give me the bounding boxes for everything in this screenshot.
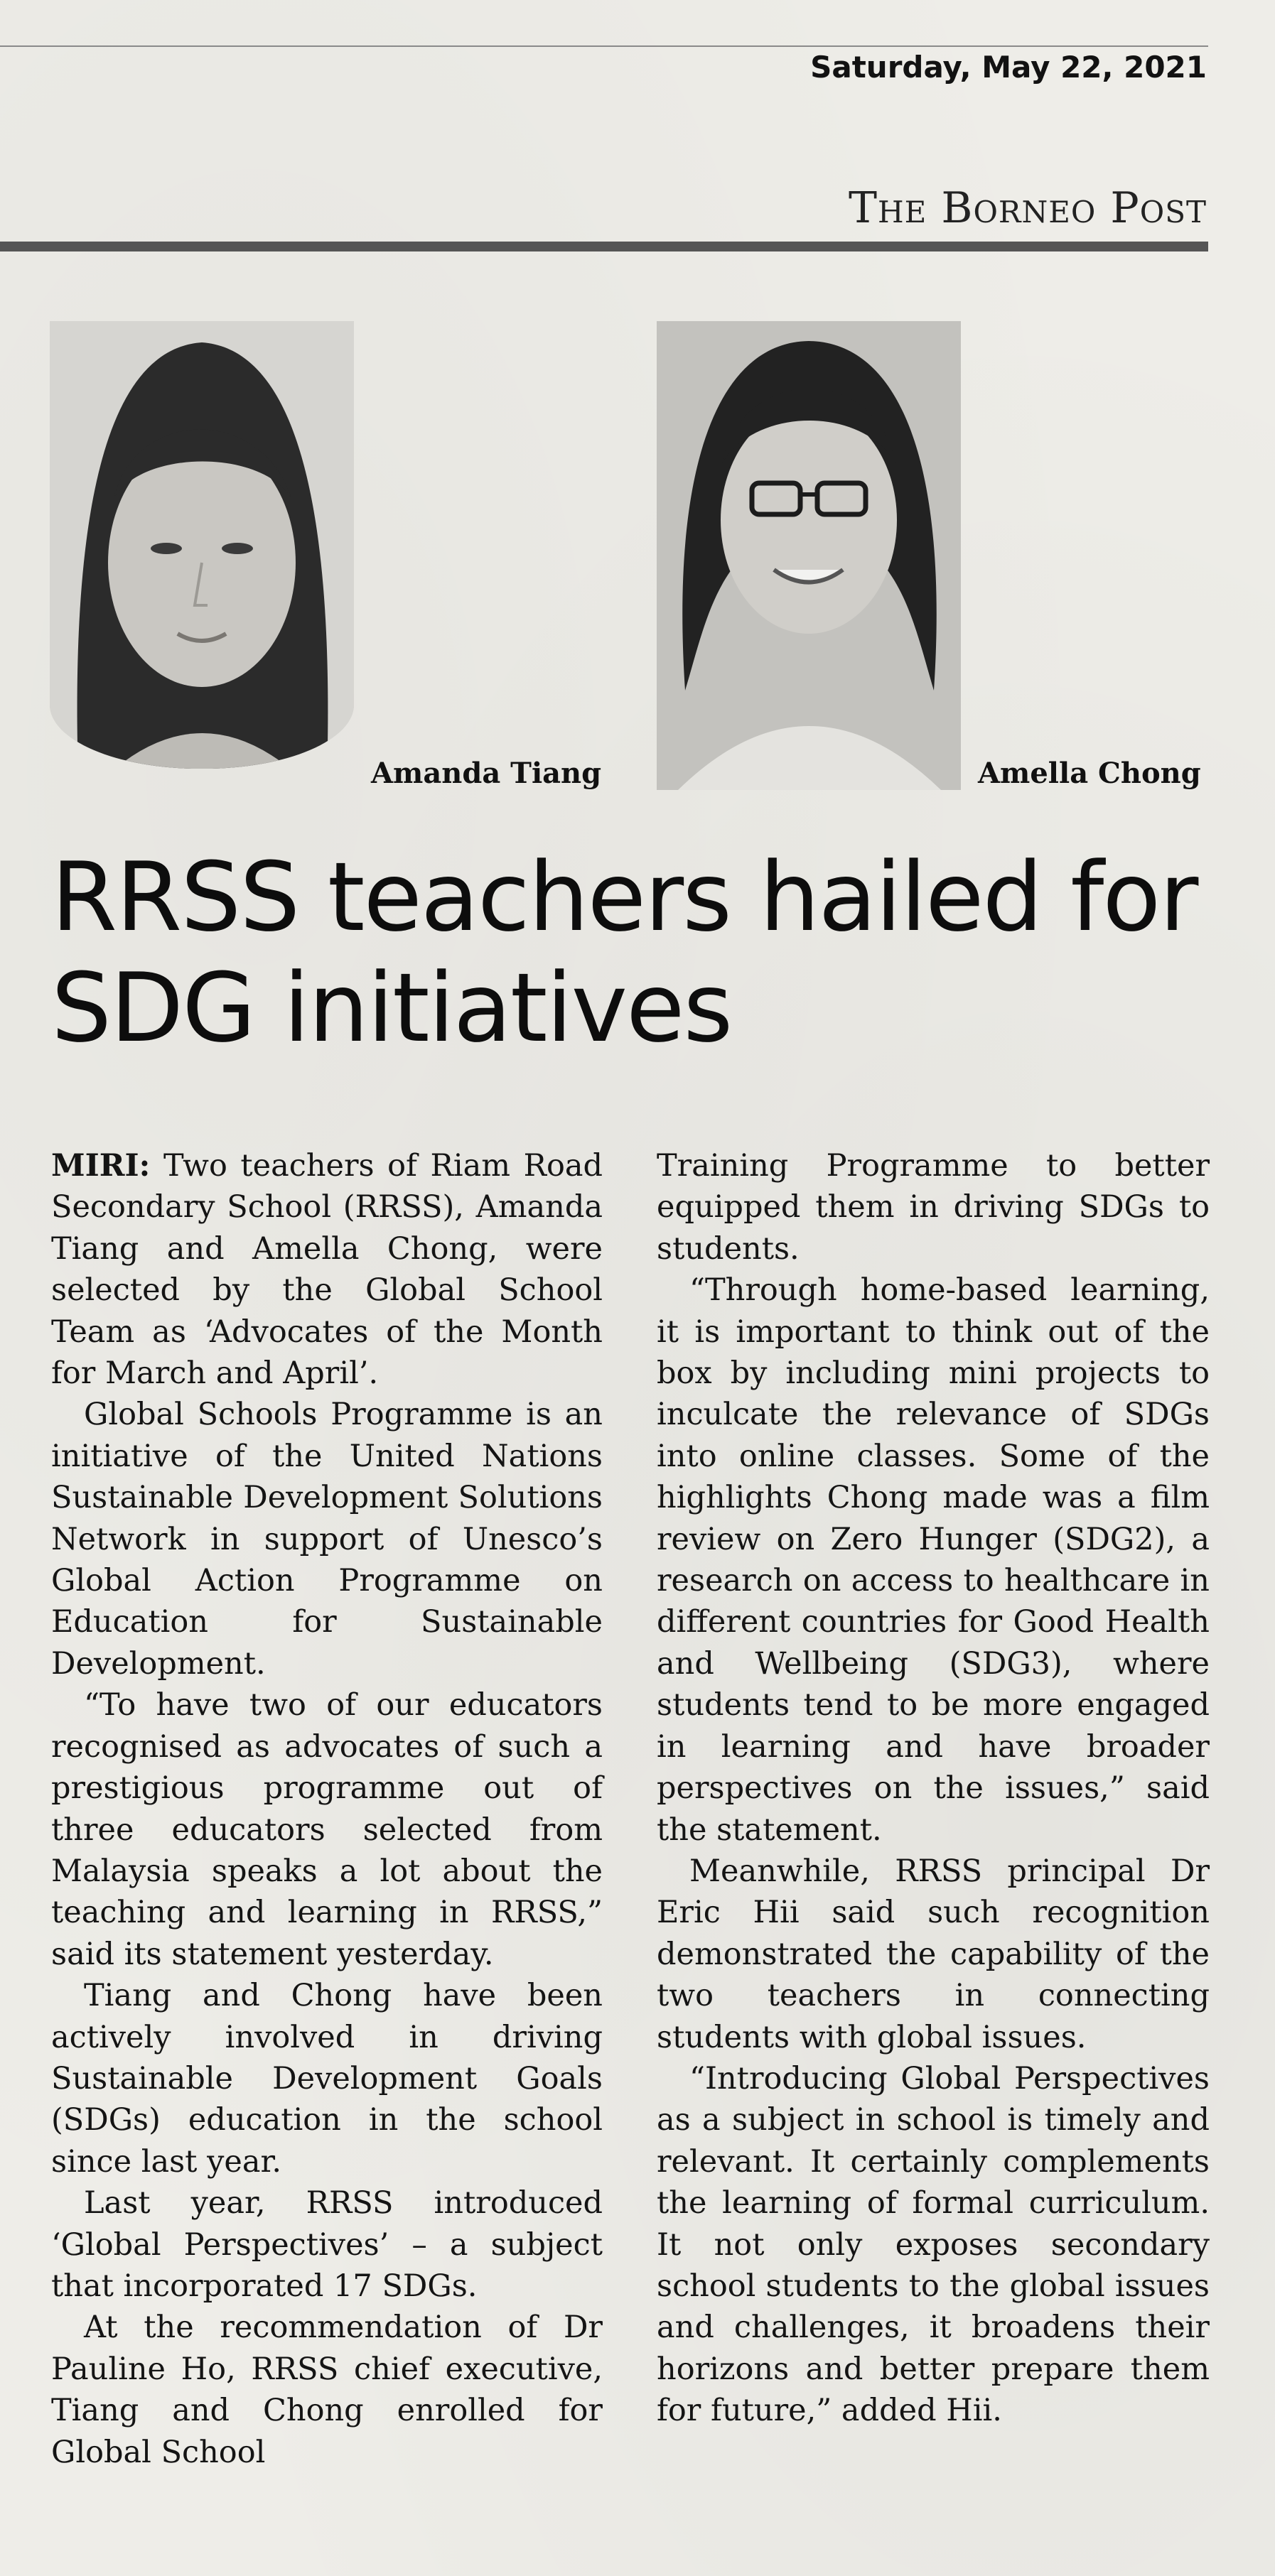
article-paragraph: At the recommendation of Dr Pauline Ho, RRSS chief executive, Tiang and Chong enrolled for Global School <box>51 2310 603 2470</box>
article-paragraph: Tiang and Chong have been actively involved in driving Sustainable Development Goals (SDGs) education in the school since last year. <box>51 1978 603 2180</box>
photo-caption-2: Amella Chong <box>978 757 1201 790</box>
article-headline: RRSS teachers hailed for SDG initiatives <box>51 842 1198 1064</box>
top-rule <box>0 45 1208 47</box>
article-column-left <box>51 1145 603 2473</box>
photo-caption-1: Amanda Tiang <box>371 757 602 790</box>
article-paragraph: “To have two of our educators recognised as advocates of such a prestigious programme out of three educators selected from Malaysia speaks a lot about the teaching and learning in RRSS,” said its statement yesterday. <box>51 1687 603 1972</box>
article-paragraph: “Through home-based learning, it is important to think out of the box by including mini projects to inculcate the relevance of SDGs into online classes. Some of the highlights Chong made was a film review on Zero Hunger (SDG2), a research on access to healthcare in different countries for Good Health and Wellbeing (SDG3), where students tend to be more engaged in learning and have broader perspectives on the issues,” said the statement. <box>657 1272 1210 1848</box>
masthead-rule <box>0 242 1208 251</box>
article-paragraph: Last year, RRSS introduced ‘Global Perspectives’ – a subject that incorporated 17 SDGs. <box>51 2185 603 2304</box>
article-column-right <box>657 1145 1210 2432</box>
article-paragraph: “Introducing Global Perspectives as a subject in school is timely and relevant. It certainly complements the learning of formal curriculum. It not only exposes secondary school students to the global issues and challenges, it broadens their horizons and better prepare them for future,” added Hii. <box>657 2060 1210 2429</box>
article-paragraph: Meanwhile, RRSS principal Dr Eric Hii said such recognition demonstrated the capability of the two teachers in connecting students with global issues. <box>657 1853 1210 2055</box>
publication-masthead: The Borneo Post <box>848 183 1207 233</box>
article-paragraph: Training Programme to better equipped them in driving SDGs to students. <box>657 1148 1210 1267</box>
article-paragraph: Global Schools Programme is an initiative of the United Nations Sustainable Development Solutions Network in support of Unesco’s Global Action Programme on Education for Sustainable Development. <box>51 1397 603 1682</box>
issue-date: Saturday, May 22, 2021 <box>810 50 1207 85</box>
portrait-photo-amella-chong <box>657 321 961 790</box>
portrait-photo-amanda-tiang <box>50 321 354 769</box>
dateline: MIRI: <box>51 1148 151 1184</box>
article-paragraph: MIRI: Two teachers of Riam Road Secondary School (RRSS), Amanda Tiang and Amella Chong, were selected by the Global School Team as ‘Advocates of the Month for March and April’. <box>51 1148 603 1392</box>
